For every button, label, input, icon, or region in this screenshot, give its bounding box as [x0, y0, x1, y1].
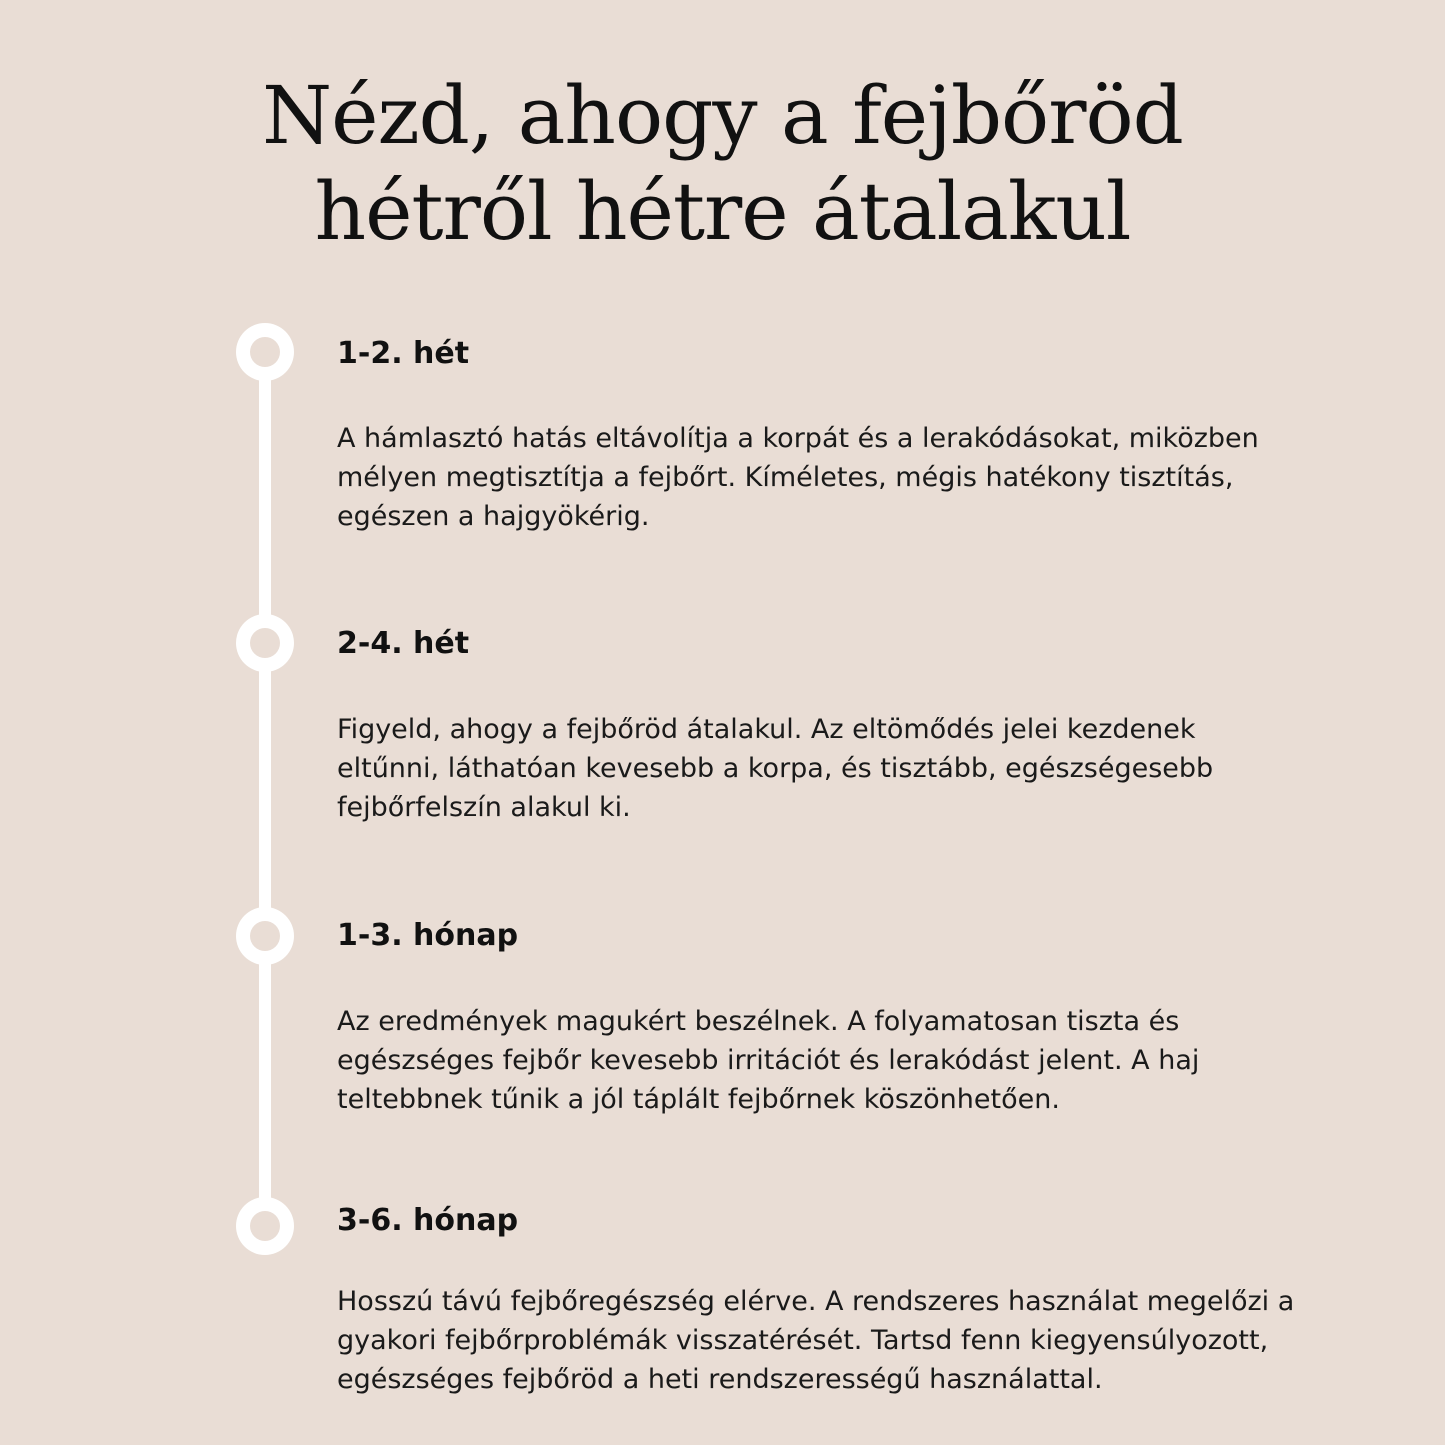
step-2-line-1: Figyeld, ahogy a fejbőröd átalakul. Az eltömődés jelei kezdenek: [337, 714, 1196, 745]
timeline-node-3: [236, 907, 294, 965]
step-2-line-2: eltűnni, láthatóan kevesebb a korpa, és tisztább, egészségesebb: [337, 753, 1214, 784]
page-title: [0, 68, 1445, 260]
step-3-line-3: teltebbnek tűnik a jól táplált fejbőrnek köszönhetően.: [337, 1084, 1060, 1115]
step-1-line-2: mélyen megtisztítja a fejbőrt. Kíméletes, mégis hatékony tisztítás,: [337, 462, 1234, 493]
step-4-line-2: gyakori fejbőrproblémák visszatérését. Tartsd fenn kiegyensúlyozott,: [337, 1325, 1269, 1356]
page-title-line-1: Nézd, ahogy a fejbőröd: [262, 69, 1183, 162]
step-description-2: [337, 710, 1337, 827]
step-2-line-3: fejbőrfelszín alakul ki.: [337, 792, 631, 823]
timeline-node-1: [236, 323, 294, 381]
step-heading-3: 1-3. hónap: [337, 918, 519, 953]
step-description-3: [337, 1002, 1337, 1119]
step-description-4: [337, 1282, 1337, 1399]
step-heading-1: 1-2. hét: [337, 336, 470, 371]
step-4-line-1: Hosszú távú fejbőregészség elérve. A rendszeres használat megelőzi a: [337, 1286, 1295, 1317]
step-1-line-1: A hámlasztó hatás eltávolítja a korpát és a lerakódásokat, miközben: [337, 423, 1259, 454]
step-3-line-1: Az eredmények magukért beszélnek. A folyamatosan tiszta és: [337, 1006, 1180, 1037]
step-heading-4: 3-6. hónap: [337, 1203, 519, 1238]
step-4-line-3: egészséges fejbőröd a heti rendszerességű használattal.: [337, 1364, 1103, 1395]
step-3-line-2: egészséges fejbőr kevesebb irritációt és lerakódást jelent. A haj: [337, 1045, 1200, 1076]
step-1-line-3: egészen a hajgyökérig.: [337, 501, 650, 532]
timeline-node-2: [236, 614, 294, 672]
step-heading-2: 2-4. hét: [337, 626, 470, 661]
timeline-line: [259, 352, 271, 1226]
timeline-node-4: [236, 1197, 294, 1255]
step-description-1: [337, 419, 1337, 536]
page-title-line-2: hétről hétre átalakul: [314, 165, 1131, 258]
